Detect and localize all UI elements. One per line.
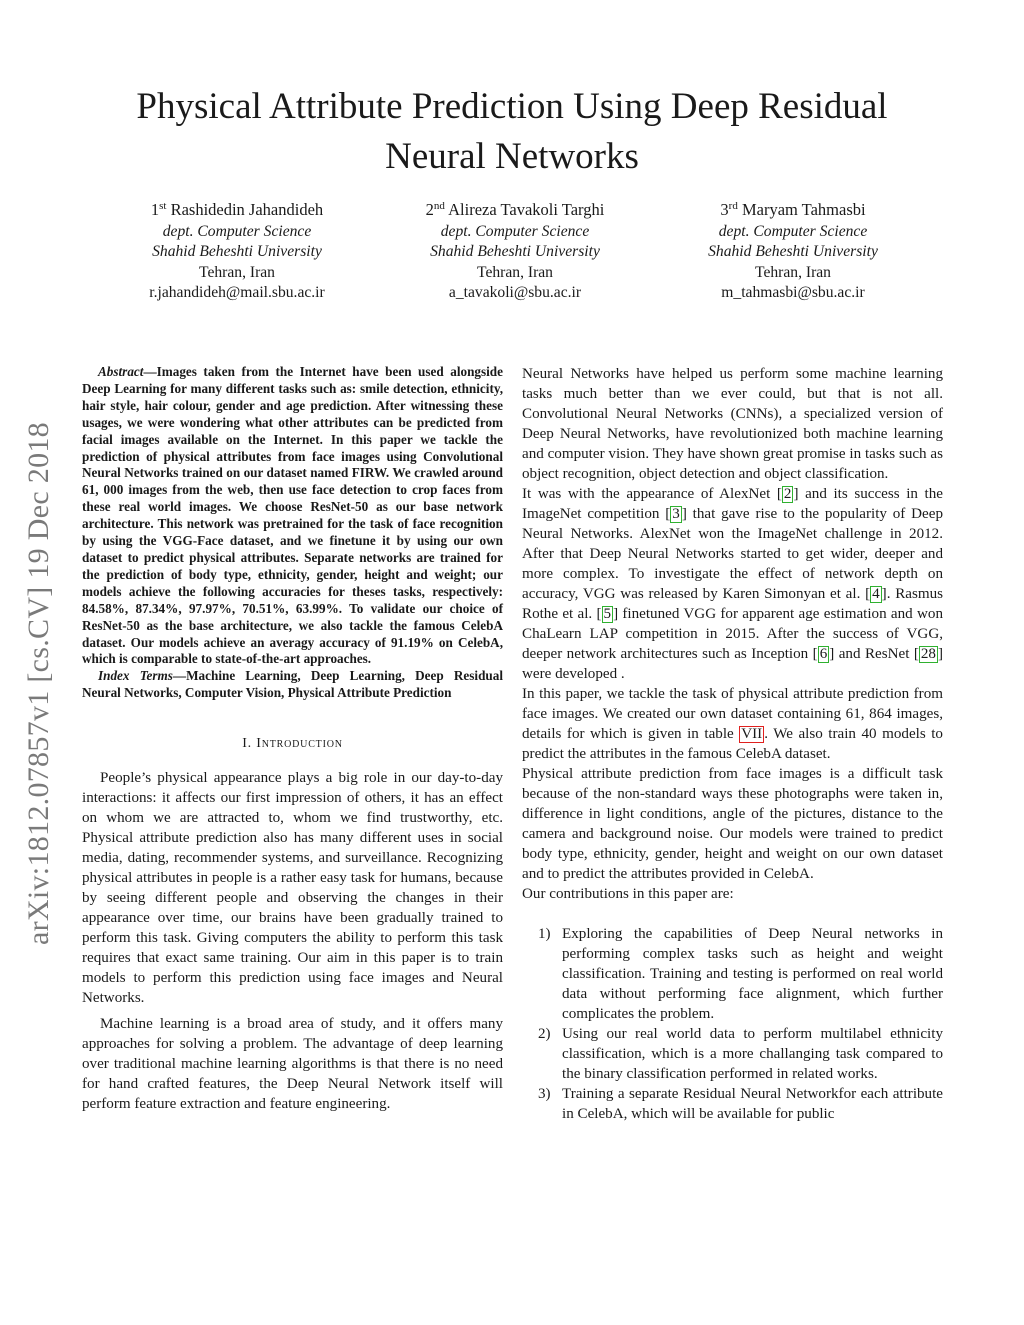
abstract-lead: Abstract <box>98 364 144 379</box>
author-university: Shahid Beheshti University <box>430 243 600 260</box>
text-run: and ResNet <box>834 646 914 662</box>
citation-link[interactable]: 4 <box>872 586 880 602</box>
intro-paragraph-2: Machine learning is a broad area of study, and it offers many approaches for solving a problem. The advantage of deep learning over traditional machine learning algorithms is that there is no need for hand crafted features, the Deep Neural Network itself will perform feature extraction and feature engineering. <box>82 1016 503 1113</box>
right-column <box>522 364 943 1124</box>
contributions-list <box>522 924 943 1124</box>
text-run: were developed . <box>522 666 625 682</box>
right-paragraph-3 <box>522 684 943 764</box>
author-2 <box>376 200 654 304</box>
list-number: 2) <box>538 1026 551 1042</box>
author-ordinal-suffix: st <box>159 200 167 212</box>
index-terms <box>82 668 503 702</box>
list-text: Training a separate Residual Neural Networkfor each attribute in CelebA, which will be available for public <box>562 1086 943 1122</box>
title-line-1: Physical Attribute Prediction Using Deep Residual <box>136 86 888 127</box>
arxiv-stamp[interactable]: arXiv:1812.07857v1 [cs.CV] 19 Dec 2018 <box>22 422 55 945</box>
author-university: Shahid Beheshti University <box>708 243 878 260</box>
section-heading: I. Introduction <box>242 736 343 752</box>
author-name: Rashidedin Jahandideh <box>170 200 324 219</box>
right-paragraph-4: Physical attribute prediction from face images is a difficult task because of the non-standard ways these photographs were taken in, difference in light conditions, angle of the pictures, distance to the camera and background noise. Our models were trained to predict body type, ethnicity, gender, height and weight on our own dataset and to predict the attributes provided in CelebA. <box>522 766 943 882</box>
list-item <box>522 924 943 1024</box>
title-line-2: Neural Networks <box>385 136 639 177</box>
text-run: It was with the appearance of AlexNet <box>522 486 777 502</box>
list-text: Exploring the capabilities of Deep Neural networks in performing complex tasks such as height and weight classification. Training and testing is performed on real world data without performing face alignment, which further complicates the problem. <box>562 926 943 1022</box>
author-email[interactable]: r.jahandideh@mail.sbu.ac.ir <box>149 284 325 301</box>
citation-link[interactable]: 28 <box>920 646 936 662</box>
text-run: . We also train 40 models to predict the attributes in the famous CelebA dataset. <box>522 726 943 762</box>
author-ordinal-suffix: nd <box>433 200 445 212</box>
abstract <box>82 364 503 668</box>
abstract-text: —Images taken from the Internet have been used alongside Deep Learning for many different tasks such as: smile detection, ethnicity, hair style, hair colour, gender and age prediction. After witnessing these usages, we were wondering what other attributes can be predicted from facial images available on the Internet. In this paper we tackle the prediction of physical attributes from face images using Convolutional Neural Networks trained on our dataset named FIRW. We crawled around 61, 000 images from the web, then use face detection to crop faces from these real world images. We choose ResNet-50 as our base network architecture. This network was pretrained for the task of face recognition by using the VGG-Face dataset, and we finetune it by using our own dataset to predict physical attributes. Separate networks are trained for the prediction of body type, ethnicity, gender, height and weight; our models achieve the following accuracies for theses tasks, respectively: 84.58%, 87.34%, 97.97%, 70.51%, 63.99%. To validate our choice of ResNet-50 as the base architecture, we also tackle the famous CelebA dataset. Our models achieve an averagy accuracy of 91.19% on CelebA, which is comparable to state-of-the-art approaches. <box>82 364 503 667</box>
list-text: Using our real world data to perform multilabel ethnicity classification, which is a more challanging task compared to the binary classification performed in related works. <box>562 1026 943 1082</box>
author-city: Tehran, Iran <box>755 263 831 281</box>
text-run: In this paper, we tackle the task of physical attribute prediction from face images. We created our own dataset containing 61, 864 images, details for which is given in table <box>522 686 943 742</box>
citation-link[interactable]: 3 <box>672 506 680 522</box>
author-city: Tehran, Iran <box>477 263 553 281</box>
text-run: finetuned VGG for apparent age estimation and won ChaLearn LAP competition in 2015. After the success of VGG, deeper network architectures such as Inception <box>522 606 943 662</box>
author-block <box>98 200 932 304</box>
paper-title <box>60 82 964 182</box>
author-ordinal-suffix: rd <box>728 200 738 212</box>
intro-paragraph-1: People’s physical appearance plays a big role in our day-to-day interactions: it affects our first impression of others, it has an effect on whom we are attracted to, whom we find trustworthy, etc. Physical attribute prediction also has many different uses in social media, dating, recommender systems, and surveillance. Recognizing physical attributes in people is a rather easy task for humans, because by seeing different people and observing the changes in their appearance over time, our brains have been gradually trained to perform this task. Giving computers the ability to perform this task requires that exact same training. Our aim in this paper is to train models to perform this prediction using face images and Neural Networks. <box>82 770 503 1007</box>
right-paragraph-5: Our contributions in this paper are: <box>522 886 734 902</box>
author-3 <box>654 200 932 304</box>
right-paragraph-1: Neural Networks have helped us perform some machine learning tasks much better than we ever could, but that is not all. Convolutional Neural Networks (CNNs), a specialized version of Deep Neural Networks, have revolutionized both machine learning and computer vision. They have shown great promise in tasks such as object recognition, object detection and object classification. <box>522 366 943 482</box>
index-terms-text: —Machine Learning, Deep Learning, Deep Residual Neural Networks, Computer Vision, Physical Attribute Prediction <box>82 668 503 701</box>
citation-link[interactable]: 5 <box>603 606 612 622</box>
author-ordinal: 2 <box>425 200 434 219</box>
author-1 <box>98 200 376 304</box>
author-dept: dept. Computer Science <box>440 222 590 240</box>
author-dept: dept. Computer Science <box>162 222 312 240</box>
list-item <box>522 1024 943 1084</box>
index-terms-lead: Index Terms <box>98 668 173 684</box>
author-dept: dept. Computer Science <box>718 222 868 240</box>
text-run: that gave rise to the popularity of Deep Neural Networks. AlexNet won the ImageNet challenge in 2012. After that Deep Neural Networks started to get wider, deeper and more complex. To investigate the effect of network depth on accuracy, VGG was released by Karen Simonyan et al. <box>522 506 943 602</box>
author-name: Alireza Tavakoli Targhi <box>448 200 605 219</box>
table-link[interactable]: VII <box>741 726 763 742</box>
author-email[interactable]: a_tavakoli@sbu.ac.ir <box>448 284 582 301</box>
author-name: Maryam Tahmasbi <box>741 200 866 219</box>
author-email[interactable]: m_tahmasbi@sbu.ac.ir <box>721 284 865 301</box>
text-run: . Rasmus Rothe et al. <box>522 586 943 622</box>
list-number: 3) <box>538 1086 551 1102</box>
citation-link[interactable]: 6 <box>819 646 828 662</box>
list-item <box>522 1084 943 1124</box>
author-ordinal: 1 <box>150 200 160 219</box>
text-run: and its success in the ImageNet competition <box>522 486 943 522</box>
author-ordinal: 3 <box>720 200 729 219</box>
right-paragraph-2: It was with the appearance of AlexNet [ 2 ] and its success in the ImageNet competition [ 3 ] that gave rise to the popularity of Deep Neural Networks. AlexNet won the ImageNet challenge in 2012. After that Deep Neural Networks started to get wider, deeper and more complex. To investigate the effect of network depth on accuracy, VGG was released by Karen Simonyan et al. [ 4 ]. Rasmus Rothe et al. [ 5 ] finetuned VGG for apparent age estimation and won ChaLearn LAP competition in 2015. After the success of VGG, deeper network architectures such as Inception [ 6 ] and ResNet [ 28 ] were developed . <box>522 486 943 682</box>
citation-link[interactable]: 2 <box>783 486 792 502</box>
left-column <box>82 364 503 1120</box>
list-number: 1) <box>538 926 551 942</box>
author-university: Shahid Beheshti University <box>152 243 322 260</box>
author-city: Tehran, Iran <box>199 263 275 281</box>
